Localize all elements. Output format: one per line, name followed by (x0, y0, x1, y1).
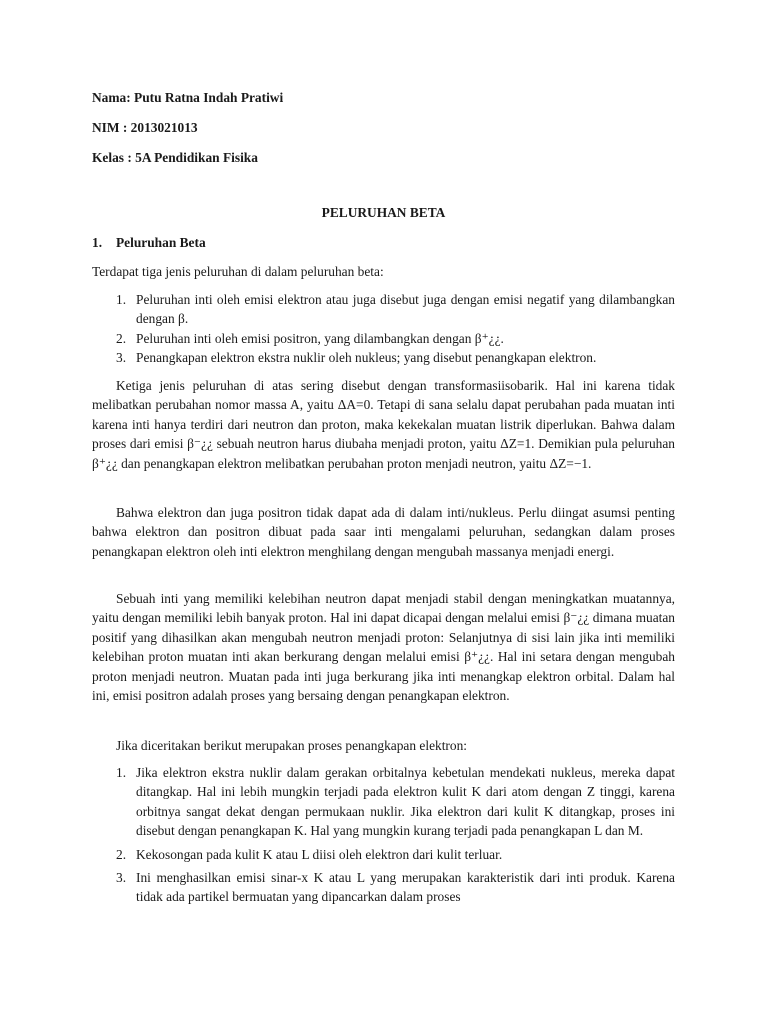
list-number: 3. (116, 870, 127, 886)
student-name: Nama: Putu Ratna Indah Pratiwi (92, 90, 284, 105)
list-text: Ini menghasilkan emisi sinar-x K atau L yang merupakan karakteristik dari inti produk. Karena tidak ada partikel bermuatan yang dipancarkan dalam proses (136, 870, 675, 905)
list-item (92, 868, 675, 907)
paragraph-electron-positron (92, 503, 675, 561)
section-number: 1. (92, 235, 103, 250)
list-item (92, 763, 675, 841)
paragraph-excess-neutron (92, 589, 675, 705)
decay-types-list (92, 290, 675, 368)
paragraph-text: Jika diceritakan berikut merupakan proses penangkapan elektron: (116, 738, 468, 753)
paragraph-text: Sebuah inti yang memiliki kelebihan neutron dapat menjadi stabil dengan meningkatkan muatannya, yaitu dengan memiliki lebih banyak proton. Hal ini dapat dicapai dengan melalui emisi β⁻¿¿ dimana muatan positif yang dihasilkan akan mengubah neutron menjadi proton: Selanjutnya di sisi lain jika inti memiliki kelebihan proton muatan inti akan berkurang dengan melalui emisi β⁺¿¿. Hal ini setara dengan mengubah proton menjadi neutron. Muatan pada inti juga berkurang jika inti menangkap elektron orbital. Dalam hal ini, emisi positron adalah proses yang bersaing dengan penangkapan elektron. (92, 591, 675, 704)
list-text: Penangkapan elektron ekstra nuklir oleh nukleus; yang disebut penangkapan elektron. (136, 350, 597, 366)
list-number: 1. (116, 292, 127, 307)
list-item (92, 845, 675, 864)
intro-text: Terdapat tiga jenis peluruhan di dalam peluruhan beta: (92, 264, 384, 279)
section-title: Peluruhan Beta (116, 235, 206, 250)
list-item (92, 290, 675, 329)
list-item (92, 348, 675, 367)
intro-paragraph (92, 262, 675, 281)
list-text: Peluruhan inti oleh emisi elektron atau juga disebut juga dengan emisi negatif yang dilambangkan dengan β. (136, 292, 675, 327)
list-text: Jika elektron ekstra nuklir dalam gerakan orbitalnya kebetulan mendekati nukleus, mereka dapat ditangkap. Hal ini lebih mungkin terjadi pada elektron kulit K dari atom dengan Z tinggi, karena orbitnya sangat dekat dengan permukaan nuklir. Jika elektron dari kulit K ditangkap, proses ini disebut dengan penangkapan K. Hal yang mungkin kurang terjadi pada penangkapan L dan M. (136, 765, 675, 839)
section-heading (92, 233, 206, 252)
paragraph-capture-intro (92, 736, 675, 755)
student-nim: NIM : 2013021013 (92, 120, 198, 135)
list-text: Kekosongan pada kulit K atau L diisi oleh elektron dari kulit terluar. (136, 846, 503, 862)
paragraph-isobaric (92, 376, 675, 473)
list-number: 1. (116, 765, 127, 780)
document-title: PELURUHAN BETA (321, 205, 446, 220)
list-item (92, 329, 675, 348)
list-text: Peluruhan inti oleh emisi positron, yang dilambangkan dengan β⁺¿¿. (136, 330, 504, 346)
paragraph-text: Ketiga jenis peluruhan di atas sering disebut dengan transformasiisobarik. Hal ini karena tidak melibatkan perubahan nomor massa A, yaitu ΔA=0. Tetapi di sana selalu dapat perubahan pada muatan inti karena inti hanya terdiri dari neutron dan proton, maka kekekalan muatan listrik diperlukan. Bahwa dalam proses dari emisi β⁻¿¿ sebuah neutron harus diubaha menjadi proton, yaitu ΔZ=1. Demikian pula peluruhan β⁺¿¿ dan penangkapan elektron melibatkan perubahan proton menjadi neutron, yaitu ΔZ=−1. (92, 378, 675, 471)
list-number: 2. (116, 846, 127, 862)
paragraph-text: Bahwa elektron dan juga positron tidak dapat ada di dalam inti/nukleus. Perlu diingat asumsi penting bahwa elektron dan positron dibuat pada saar inti mengalami peluruhan, sedangkan dalam proses penangkapan elektron oleh inti elektron menghilang dengan mengubah massanya menjadi energi. (92, 505, 675, 559)
student-class: Kelas : 5A Pendidikan Fisika (92, 150, 258, 165)
electron-capture-list (92, 763, 675, 911)
list-number: 2. (116, 330, 127, 346)
list-number: 3. (116, 350, 127, 366)
